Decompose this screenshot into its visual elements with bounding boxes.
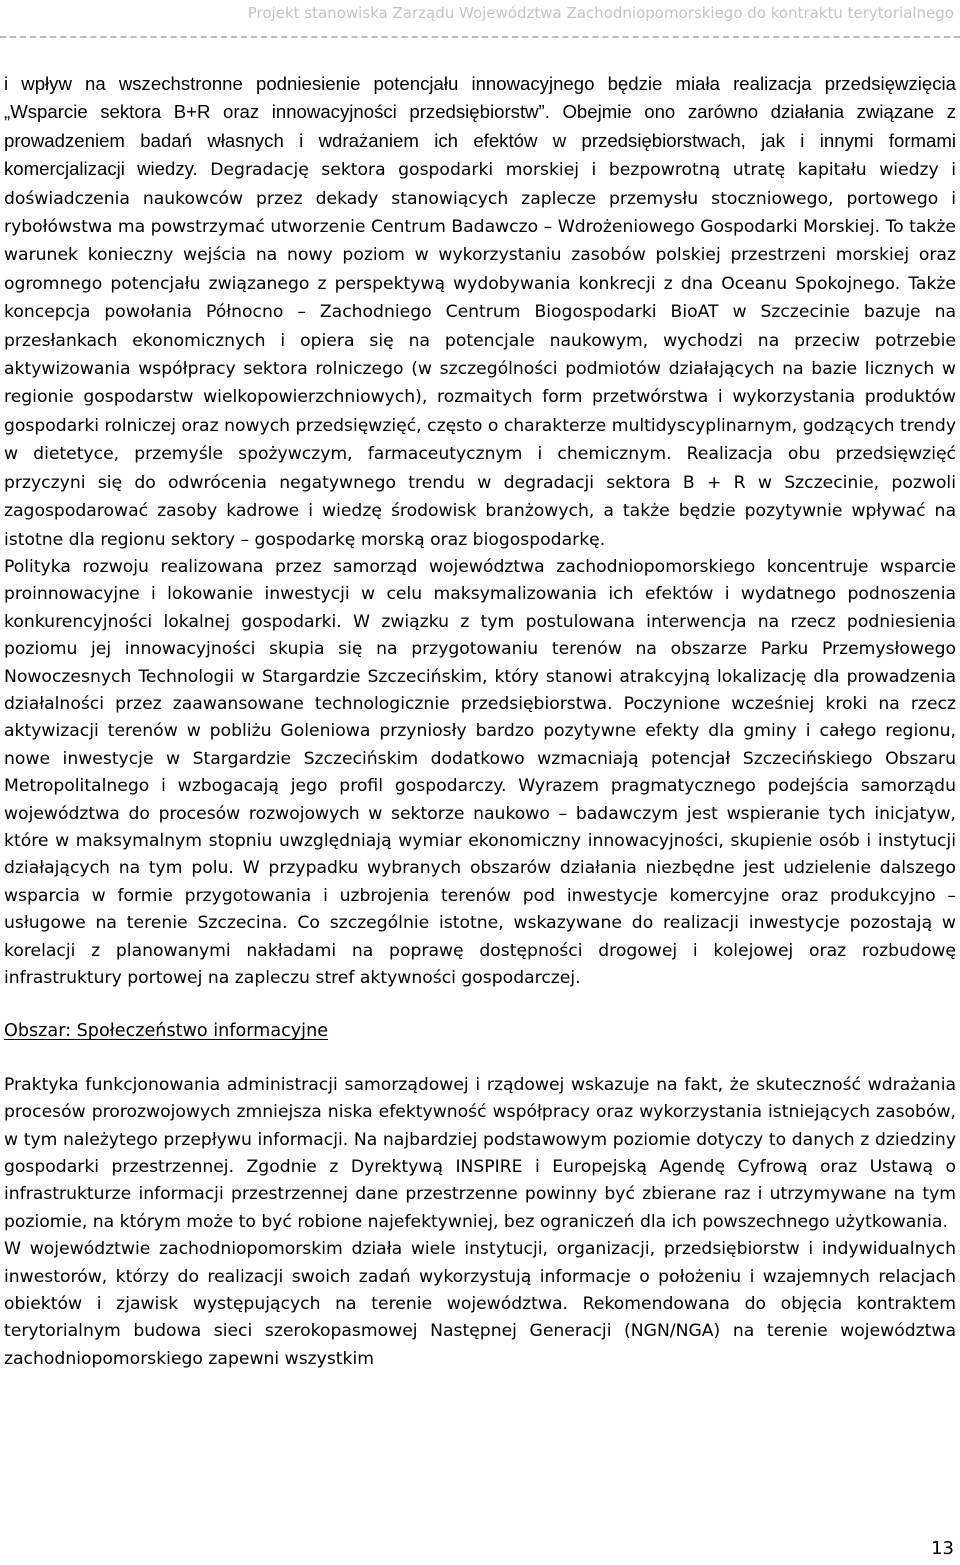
paragraph-research-sector-lead: i wpływ na wszechstronne podniesienie potencjału innowacyjnego będzie miała realizacja przedsięwzięcia „Wsparcie sektora B+R oraz innowacyjności przedsiębiorstw”. Obejmie ono zarówno działania związane z prowadzeniem badań własnych i wdrażaniem ich efektów w przedsiębiorstwach, jak i innymi formami komercjalizacji wiedzy. [4, 73, 956, 180]
page-body [4, 70, 956, 1373]
page-number: 13 [931, 1538, 954, 1559]
spacer [4, 1046, 956, 1072]
paragraph-development-policy: Polityka rozwoju realizowana przez samorząd województwa zachodniopomorskiego koncentruje wsparcie proinnowacyjne i lokowanie inwestycji w celu maksymalizowania ich efektów i wydatnego podnoszenia konkurencyjności lokalnej gospodarki. W związku z tym postulowana interwencja na rzecz podniesienia poziomu jej innowacyjności skupia się na przygotowaniu terenów na obszarze Parku Przemysłowego Nowoczesnych Technologii w Stargardzie Szczecińskim, który stanowi atrakcyjną lokalizację dla prowadzenia działalności przez zaawansowane technologicznie przedsiębiorstwa. Poczynione wcześniej kroki na rzecz aktywizacji terenów w pobliżu Goleniowa przyniosły bardzo pozytywne efekty dla gminy i całego regionu, nowe inwestycje w Stargardzie Szczecińskim dodatkowo wzmacniają potencjał Szczecińskiego Obszaru Metropolitalnego i wzbogacają jego profil gospodarczy. Wyrazem pragmatycznego podejścia samorządu województwa do procesów rozwojowych w sektorze naukowo – badawczym jest wspieranie tych inicjatyw, które w maksymalnym stopniu uwzględniają wymiar ekonomiczny innowacyjności, skupienie osób i instytucji działających na tym polu. W przypadku wybranych obszarów działania niezbędne jest udzielenie dalszego wsparcia w formie przygotowania i uzbrojenia terenów pod inwestycje komercyjne oraz produkcyjno – usługowe na terenie Szczecina. Co szczególnie istotne, wskazywane do realizacji inwestycje pozostają w korelacji z planowanymi nakładami na poprawę dostępności drogowej i kolejowej oraz rozbudowę infrastruktury portowej na zapleczu stref aktywności gospodarczej. [4, 556, 956, 988]
paragraph-broadband-network: W województwie zachodniopomorskim działa wiele instytucji, organizacji, przedsiębiorstw i indywidualnych inwestorów, którzy do realizacji swoich zadań wykorzystują informacje o położeniu i wzajemnych relacjach obiektów i zjawisk występujących na terenie województwa. Rekomendowana do objęcia kontraktem terytorialnym budowa sieci szerokopasmowej Następnej Generacji (NGN/NGA) na terenie województwa zachodniopomorskiego zapewni wszystkim [4, 1239, 956, 1369]
header-dashed-rule [0, 36, 960, 38]
paragraph-research-sector-body: Degradację sektora gospodarki morskiej i bezpowrotną utratę kapitału wiedzy i doświadczenia naukowców przez dekady stanowiących zaplecze przemysłu stoczniowego, portowego i rybołówstwa ma powstrzymać utworzenie Centrum Badawczo – Wdrożeniowego Gospodarki Morskiej. To także warunek konieczny wejścia na nowy poziom w wykorzystaniu zasobów polskiej przestrzeni morskiej oraz ogromnego potencjału związanego z perspektywą wydobywania konkrecji z dna Oceanu Spokojnego. Także koncepcja powołania Północno – Zachodniego Centrum Biogospodarki BioAT w Szczecinie bazuje na przesłankach ekonomicznych i opiera się na potencjale naukowym, wychodzi na przeciw potrzebie aktywizowania współpracy sektora rolniczego (w szczególności podmiotów działających na bazie licznych w regionie gospodarstw wielkopowierzchniowych), rozmaitych form przetwórstwa i wykorzystania produktów gospodarki rolniczej oraz nowych przedsięwzięć, często o charakterze multidyscyplinarnym, godzących trendy w dietetyce, przemyśle spożywczym, farmaceutycznym i chemicznym. Realizacja obu przedsięwzięć przyczyni się do odwrócenia negatywnego trendu w degradacji sektora B + R w Szczecinie, pozwoli zagospodarować zasoby kadrowe i wiedzę środowisk branżowych, a także będzie pozytywnie wpływać na istotne dla regionu sektory – gospodarkę morską oraz biogospodarkę. [4, 160, 956, 550]
paragraph-administration-practice: Praktyka funkcjonowania administracji samorządowej i rządowej wskazuje na fakt, że skuteczność wdrażania procesów prorozwojowych zmniejsza niska efektywność współpracy oraz wykorzystania istniejących zasobów, w tym należytego przepływu informacji. Na najbardziej podstawowym poziomie dotyczy to danych z dziedziny gospodarki przestrzennej. Zgodnie z Dyrektywą INSPIRE i Europejską Agendę Cyfrową oraz Ustawą o infrastrukturze informacji przestrzennej dane przestrzenne powinny być zbierane raz i utrzymywane na tym poziomie, na którym może to być robione najefektywniej, bez ograniczeń dla ich powszechnego użytkowania. [4, 1074, 956, 1232]
paragraph-research-sector [4, 70, 956, 554]
running-header-title: Projekt stanowiska Zarządu Województwa Zachodniopomorskiego do kontraktu terytorialnego [247, 4, 954, 22]
spacer [4, 992, 956, 1018]
section-heading-information-society: Obszar: Społeczeństwo informacyjne [4, 1021, 329, 1042]
